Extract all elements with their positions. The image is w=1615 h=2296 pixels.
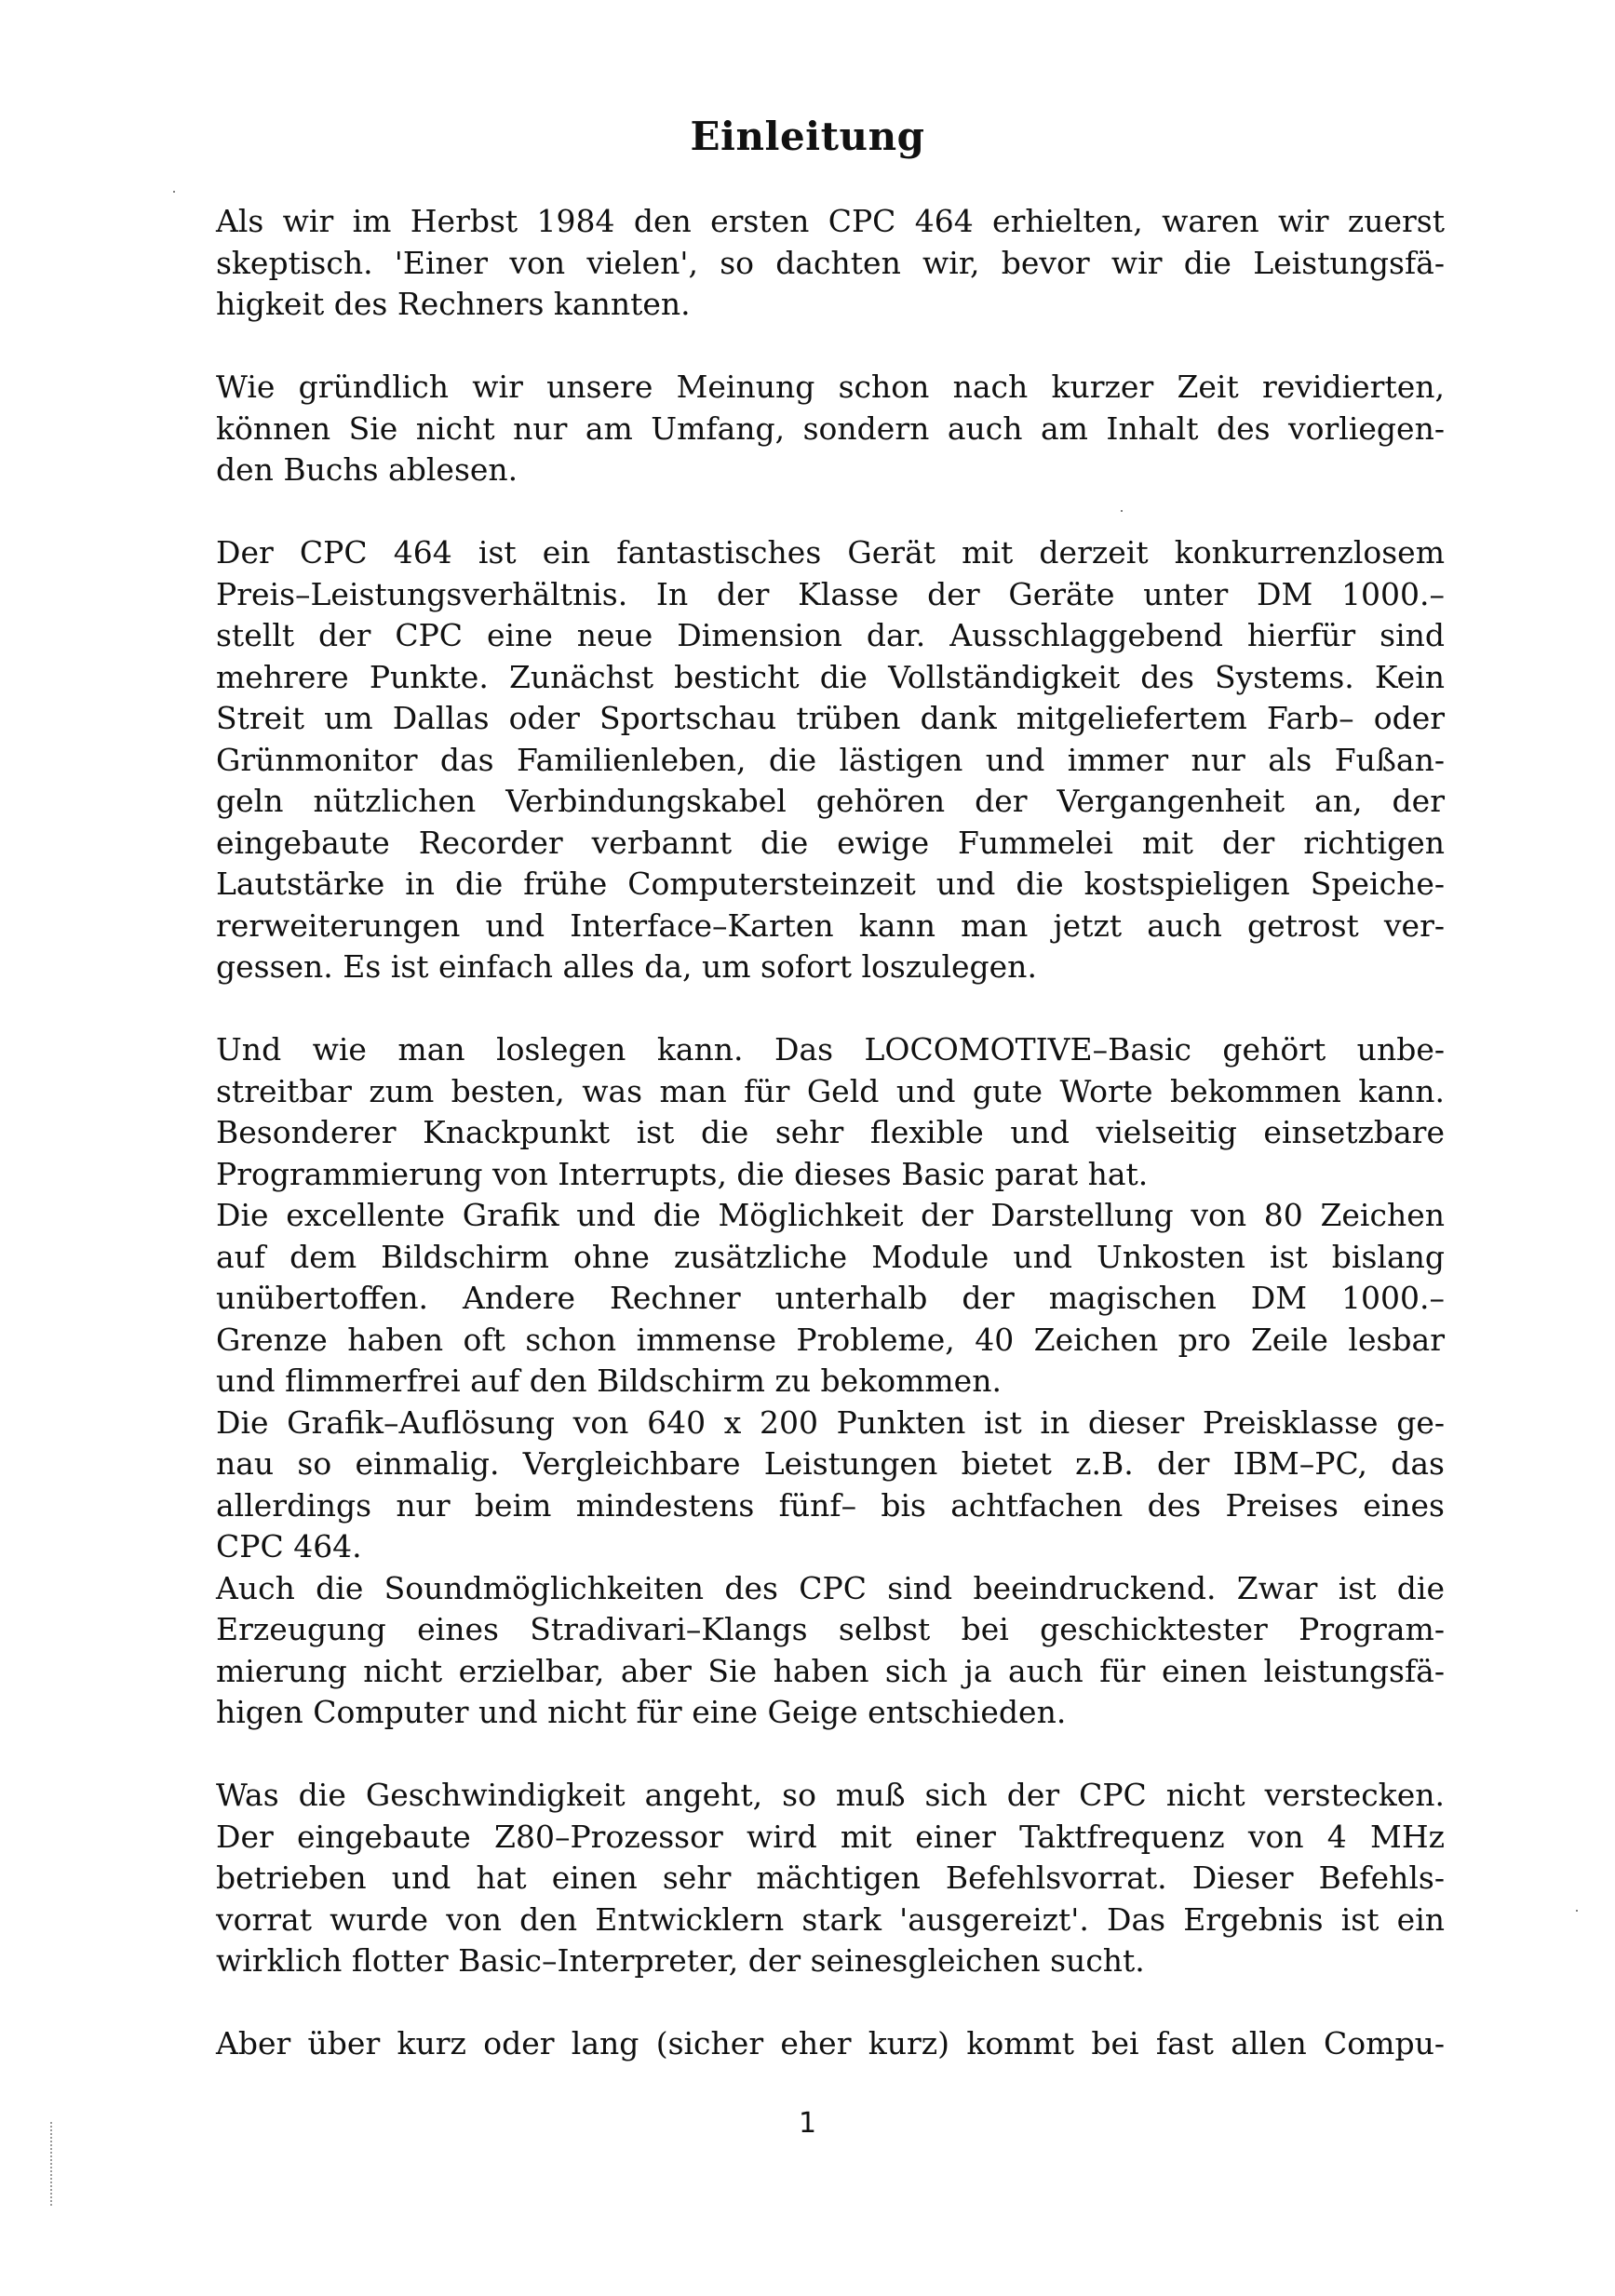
text-line: eingebaute Recorder verbannt die ewige Fummelei mit der richtigen [216, 824, 1445, 861]
text-line: higkeit des Rechners kannten. [216, 286, 691, 322]
text-line: rerweiterungen und Interface–Karten kann man jetzt auch getrost ver- [216, 906, 1445, 944]
paragraph-gap [216, 1982, 1445, 2024]
scan-speck [1576, 1910, 1578, 1912]
paragraph-gap [216, 326, 1445, 368]
page-title: Einleitung [690, 114, 925, 159]
text-line: skeptisch. 'Einer von vielen', so dachten wir, bevor wir die Leistungsfä- [216, 244, 1445, 281]
paragraph-5 [216, 1775, 1445, 1982]
text-line: mierung nicht erzielbar, aber Sie haben sich ja auch für einen leistungsfä- [216, 1652, 1445, 1689]
text-line: Auch die Soundmöglichkeiten des CPC sind beeindruckend. Zwar ist die [216, 1569, 1445, 1606]
paragraph-2 [216, 367, 1445, 491]
body-text [216, 201, 1445, 2065]
text-line: higen Computer und nicht für eine Geige entschieden. [216, 1694, 1067, 1730]
text-line: vorrat wurde von den Entwicklern stark 'ausgereizt'. Das Ergebnis ist ein [216, 1900, 1445, 1938]
text-line: Der eingebaute Z80–Prozessor wird mit einer Taktfrequenz von 4 MHz [216, 1818, 1445, 1855]
text-line: Grünmonitor das Familienleben, die lästigen und immer nur als Fußan- [216, 741, 1445, 778]
scan-speck [1121, 510, 1123, 512]
text-line: mehrere Punkte. Zunächst besticht die Vollständigkeit des Systems. Kein [216, 658, 1445, 695]
paragraph-1 [216, 201, 1445, 326]
text-line: Besonderer Knackpunkt ist die sehr flexible und vielseitig einsetzbare [216, 1114, 1445, 1150]
paragraph-6 [216, 2023, 1445, 2065]
text-line: Preis–Leistungsverhältnis. In der Klasse der Geräte unter DM 1000.– [216, 575, 1445, 612]
text-line: Und wie man loslegen kann. Das LOCOMOTIVE–Basic gehört unbe- [216, 1031, 1445, 1067]
scan-speck [173, 191, 175, 193]
paragraph-gap [216, 491, 1445, 533]
text-line: Lautstärke in die frühe Computersteinzeit und die kostspieligen Speiche- [216, 866, 1445, 902]
paragraph-4 [216, 1029, 1445, 1734]
text-line: geln nützlichen Verbindungskabel gehören der Vergangenheit an, der [216, 783, 1445, 819]
text-line: unübertoffen. Andere Rechner unterhalb der magischen DM 1000.– [216, 1280, 1445, 1316]
paragraph-gap [216, 1734, 1445, 1776]
text-line: betrieben und hat einen sehr mächtigen Befehlsvorrat. Dieser Befehls- [216, 1860, 1445, 1896]
text-line: Der CPC 464 ist ein fantastisches Gerät mit derzeit konkurrenzlosem [216, 534, 1445, 571]
text-line: nau so einmalig. Vergleichbare Leistungen bietet z.B. der IBM–PC, das [216, 1445, 1445, 1482]
text-line: streitbar zum besten, was man für Geld und gute Worte bekommen kann. [216, 1072, 1445, 1109]
margin-dots [50, 2122, 54, 2206]
text-line: Wie gründlich wir unsere Meinung schon nach kurzer Zeit revidierten, [216, 369, 1445, 405]
text-line: Programmierung von Interrupts, die dieses Basic parat hat. [216, 1155, 1149, 1192]
page-number: 1 [798, 2107, 817, 2140]
text-line: können Sie nicht nur am Umfang, sondern auch am Inhalt des vorliegen- [216, 410, 1445, 447]
text-line: CPC 464. [216, 1528, 362, 1564]
text-line: und flimmerfrei auf den Bildschirm zu bekommen. [216, 1363, 1002, 1399]
text-line: allerdings nur beim mindestens fünf– bis achtfachen des Preises eines [216, 1486, 1445, 1524]
text-line: Streit um Dallas oder Sportschau trüben dank mitgeliefertem Farb– oder [216, 700, 1445, 736]
text-line: den Buchs ablesen. [216, 451, 518, 488]
text-line: Aber über kurz oder lang (sicher eher kurz) kommt bei fast allen Compu- [216, 2025, 1445, 2061]
text-line: Als wir im Herbst 1984 den ersten CPC 464 erhielten, waren wir zuerst [216, 203, 1445, 239]
text-line: Erzeugung eines Stradivari–Klangs selbst bei geschicktester Program- [216, 1611, 1445, 1647]
text-line: Grenze haben oft schon immense Probleme, 40 Zeichen pro Zeile lesbar [216, 1321, 1445, 1358]
text-line: auf dem Bildschirm ohne zusätzliche Module und Unkosten ist bislang [216, 1238, 1445, 1275]
text-line: Was die Geschwindigkeit angeht, so muß sich der CPC nicht verstecken. [216, 1777, 1445, 1813]
text-line: stellt der CPC eine neue Dimension dar. Ausschlaggebend hierfür sind [216, 617, 1445, 653]
text-line: Die Grafik–Auflösung von 640 x 200 Punkten ist in dieser Preisklasse ge- [216, 1403, 1445, 1441]
paragraph-3 [216, 532, 1445, 988]
text-line: gessen. Es ist einfach alles da, um sofort loszulegen. [216, 948, 1037, 985]
text-line: wirklich flotter Basic–Interpreter, der seinesgleichen sucht. [216, 1942, 1145, 1979]
text-line: Die excellente Grafik und die Möglichkeit der Darstellung von 80 Zeichen [216, 1197, 1445, 1233]
paragraph-gap [216, 988, 1445, 1030]
